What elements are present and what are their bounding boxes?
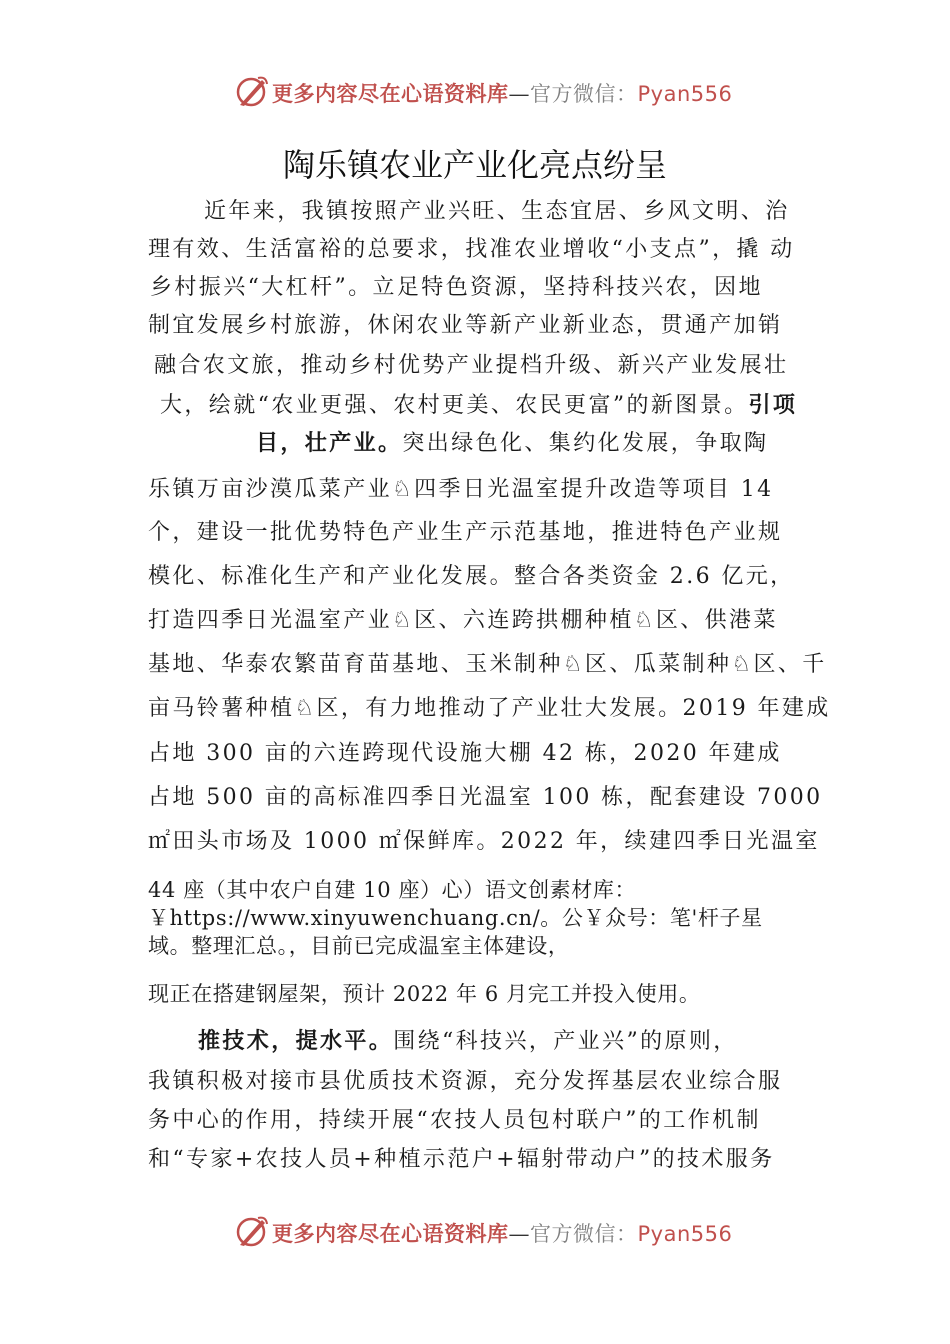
body-line: 基地、华泰农繁苗育苗基地、玉米制种♘区、瓜菜制种♘区、千 [148, 652, 827, 677]
banner-wechat-label: 官方微信： [530, 1222, 638, 1246]
article-title: 陶乐镇农业产业化亮点纷呈 [282, 146, 667, 184]
body-line [256, 426, 768, 457]
body-line: 近年来，我镇按照产业兴旺、生态宜居、乡风文明、治 [204, 199, 790, 224]
body-line: ￥https://www.xinyuwenchuang.cn/。公￥众号：笔'杆子星 [148, 906, 763, 930]
quill-logo-icon [232, 72, 270, 112]
body-line: 打造四季日光温室产业♘区、六连跨拱棚种植♘区、供港菜 [148, 608, 778, 633]
body-line: 亩马铃薯种植♘区，有力地推动了产业壮大发展。2019 年建成 [148, 696, 831, 721]
banner-text [272, 1218, 732, 1248]
quill-logo-icon [232, 1212, 270, 1252]
section-heading-end: 目，壮产业。 [256, 431, 403, 456]
body-text: 围绕“科技兴，产业兴”的原则， [393, 1029, 738, 1054]
body-line: 融合农文旅，推动乡村优势产业提档升级、新兴产业发展壮 [154, 353, 789, 378]
body-line: 域。整理汇总。，目前已完成温室主体建设， [148, 934, 570, 958]
banner-wechat-label: 官方微信： [530, 82, 638, 106]
body-line: 制宜发展乡村旅游，休闲农业等新产业新业态，贯通产加销 [148, 313, 783, 338]
body-line: 个，建设一批优势特色产业生产示范基地，推进特色产业规 [148, 520, 783, 545]
body-line: 理有效、生活富裕的总要求，找准农业增收“小支点”，撬 动 [148, 237, 795, 262]
banner-text [272, 78, 732, 108]
section-heading: 推技术，提水平。 [198, 1029, 394, 1054]
body-line: 乐镇万亩沙漠瓜菜产业♘四季日光温室提升改造等项目 14 [148, 477, 774, 502]
banner-wechat-account: Pyan556 [637, 82, 733, 106]
body-line: 44 座（其中农户自建 10 座）心）语文创素材库： [148, 878, 637, 902]
body-line: 现正在搭建钢屋架，预计 2022 年 6 月完工并投入使用。 [148, 982, 701, 1006]
body-line: 占地 500 亩的高标准四季日光温室 100 栋，配套建设 7000 [148, 785, 823, 810]
body-line [198, 1024, 738, 1055]
banner-dash: — [508, 1222, 530, 1246]
body-line [160, 388, 797, 419]
body-text: 突出绿色化、集约化发展，争取陶 [402, 431, 769, 456]
body-line: 占地 300 亩的六连跨现代设施大棚 42 栋，2020 年建成 [148, 741, 782, 766]
banner-library-name: 更多内容尽在心语资料库 [272, 81, 509, 106]
body-line: 和“专家+农技人员+种植示范户+辐射带动户”的技术服务 [148, 1147, 775, 1172]
body-text: 大，绘就“农业更强、农村更美、农民更富”的新图景。 [160, 393, 749, 418]
body-line: 务中心的作用，持续开展“农技人员包村联户”的工作机制 [148, 1108, 761, 1133]
body-line: ㎡田头市场及 1000 ㎡保鲜库。2022 年，续建四季日光温室 [148, 829, 820, 854]
banner-wechat-account: Pyan556 [637, 1222, 733, 1246]
footer-banner [0, 1212, 950, 1252]
banner-dash: — [508, 82, 530, 106]
section-heading-start: 引项 [748, 393, 798, 418]
body-line: 我镇积极对接市县优质技术资源，充分发挥基层农业综合服 [148, 1069, 783, 1094]
banner-library-name: 更多内容尽在心语资料库 [272, 1221, 509, 1246]
body-line: 模化、标准化生产和产业化发展。整合各类资金 2.6 亿元， [148, 564, 795, 589]
header-banner [0, 72, 950, 112]
body-line: 乡村振兴“大杠杆”。立足特色资源，坚持科技兴农，因地 [150, 275, 763, 300]
